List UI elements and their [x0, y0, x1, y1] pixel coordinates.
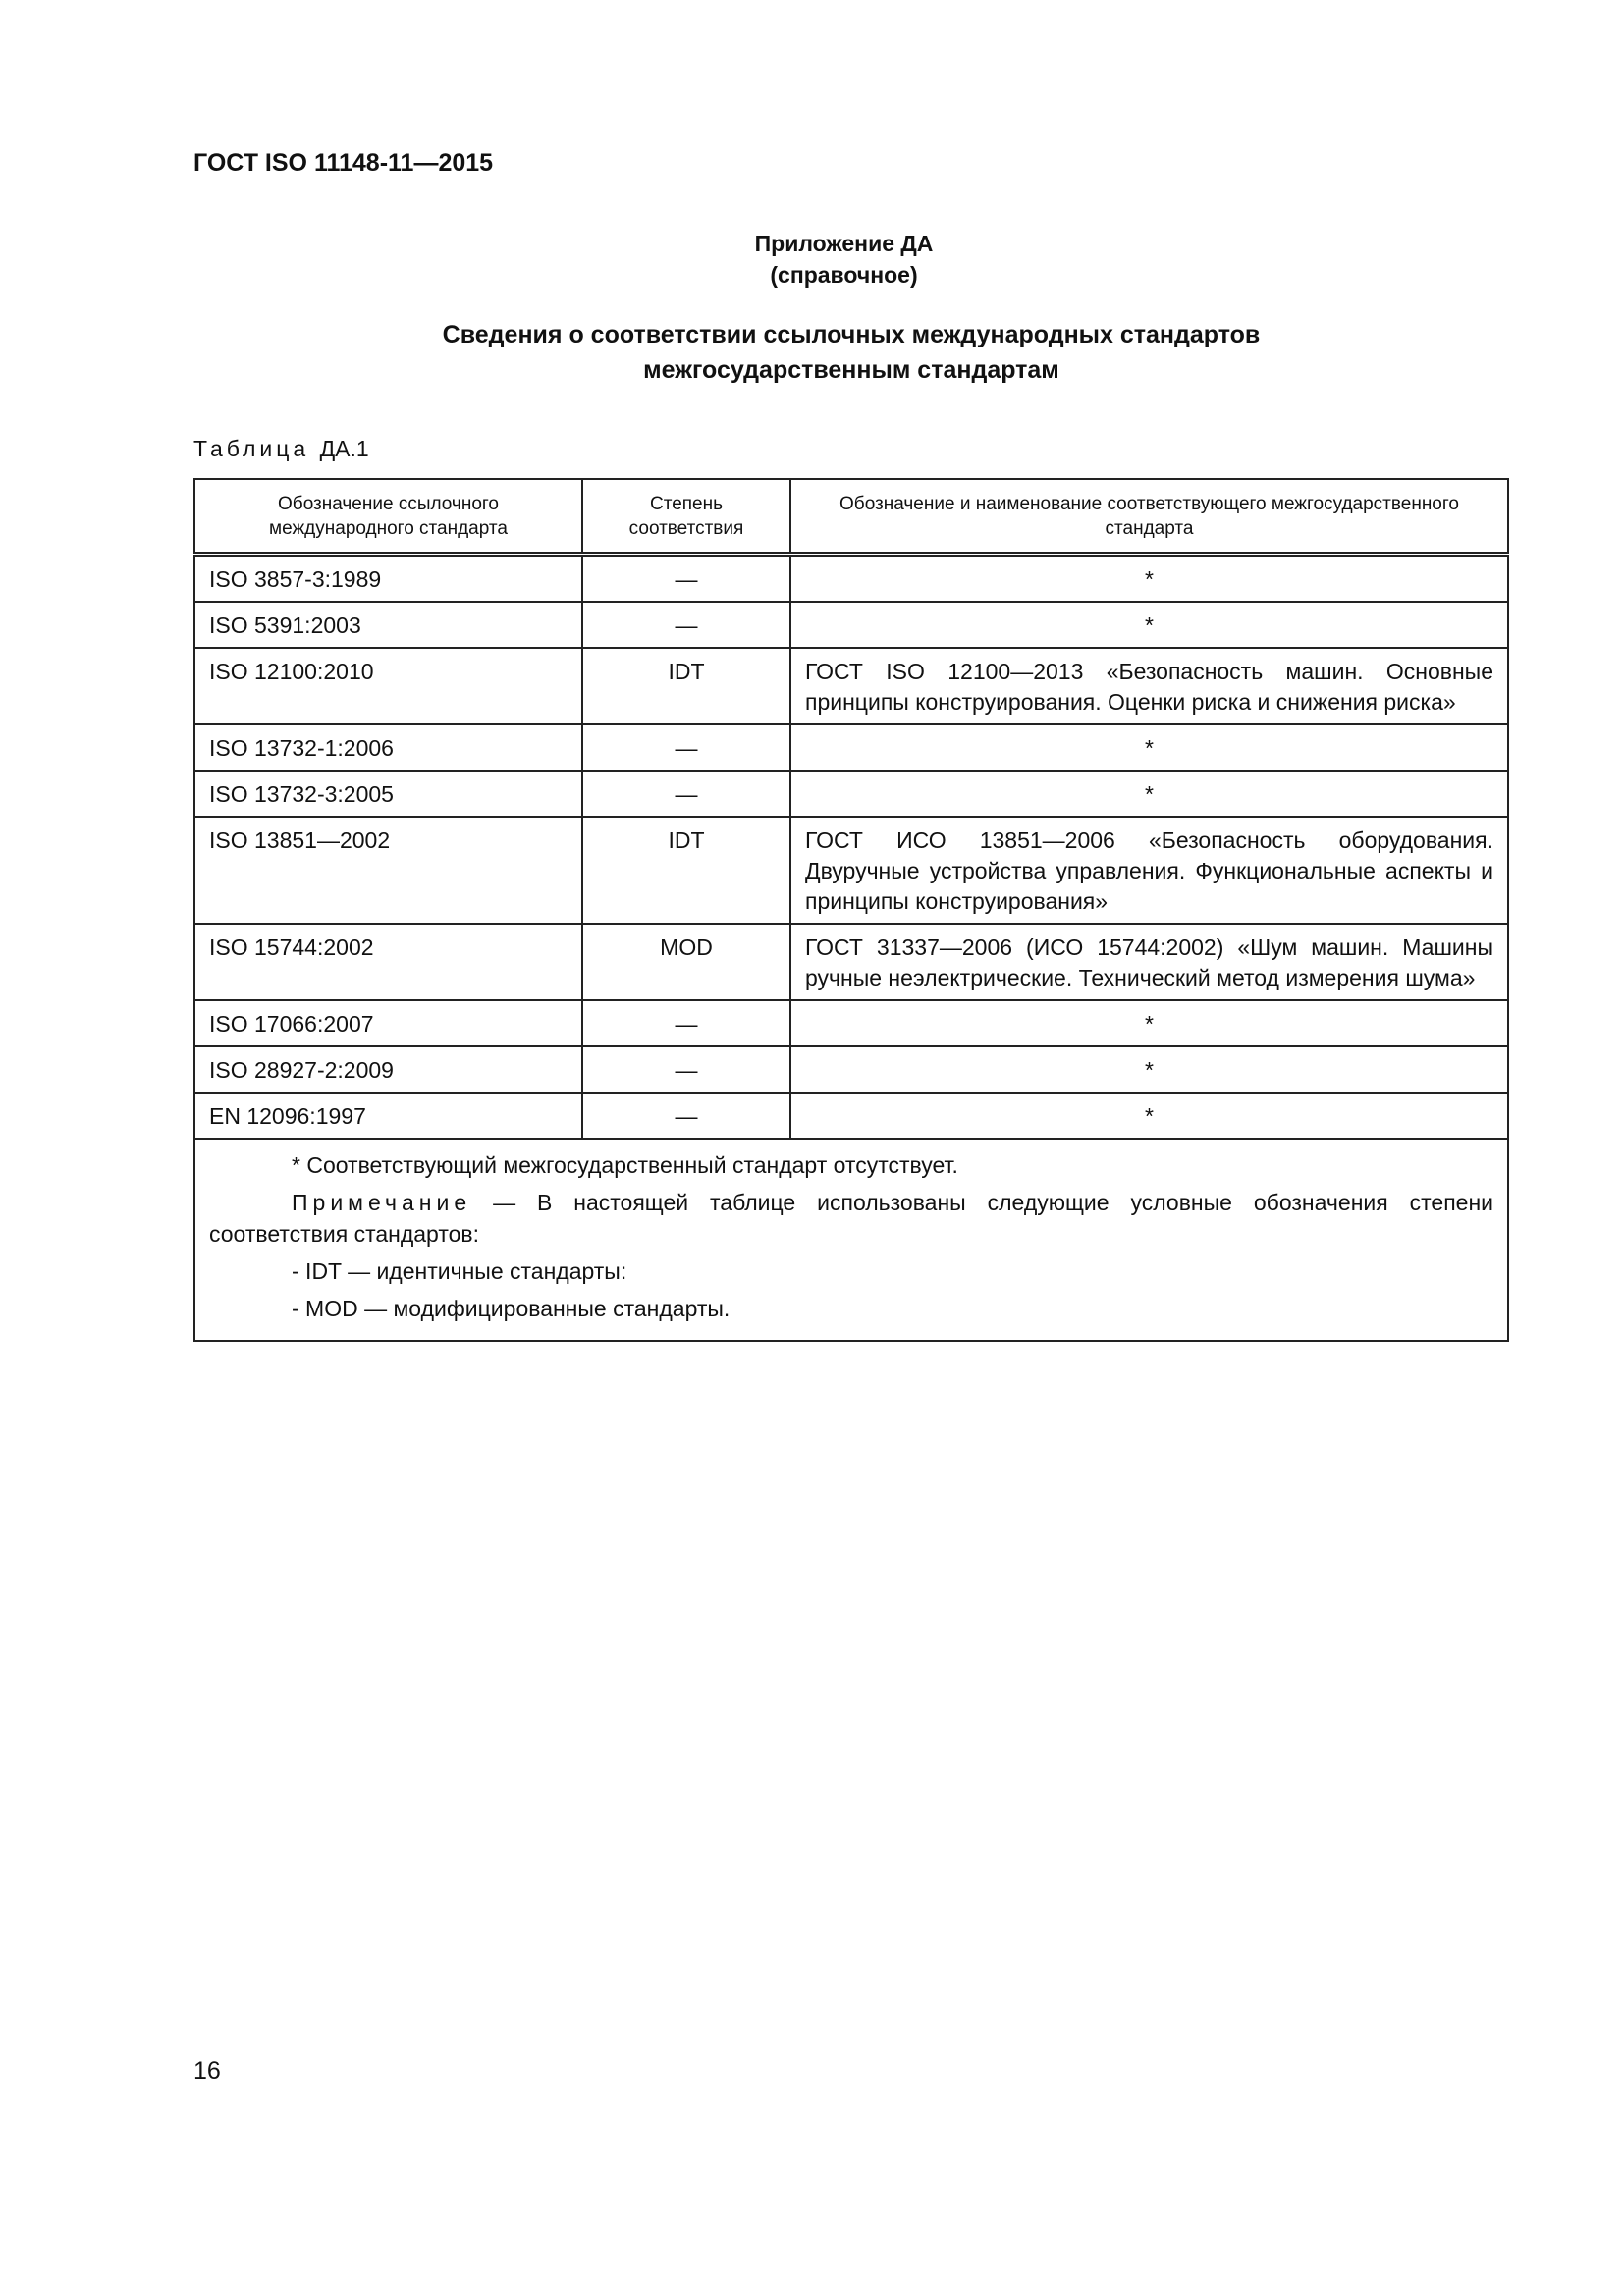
section-title	[193, 317, 1509, 388]
notes-cell	[194, 1139, 1508, 1341]
national-standard: *	[790, 602, 1508, 648]
section-title-line-2: межгосударственным стандартам	[643, 356, 1059, 384]
degree-of-correspondence: —	[582, 771, 790, 817]
table-row	[194, 555, 1508, 603]
table-row	[194, 771, 1508, 817]
note-label: Примечание	[292, 1190, 472, 1215]
national-standard: ГОСТ 31337—2006 (ИСО 15744:2002) «Шум машин. Машины ручные неэлектрические. Технический метод измерения шума»	[790, 924, 1508, 1000]
table-label-number: ДА.1	[319, 436, 369, 461]
section-title-line-1: Сведения о соответствии ссылочных международных стандартов	[442, 321, 1261, 348]
degree-of-correspondence: —	[582, 555, 790, 603]
national-standard: *	[790, 1046, 1508, 1093]
national-standard: ГОСТ ISO 12100—2013 «Безопасность машин. Основные принципы конструирования. Оценки риска и снижения риска»	[790, 648, 1508, 724]
appendix-title: Приложение ДА	[754, 231, 934, 256]
degree-of-correspondence: IDT	[582, 648, 790, 724]
national-standard: *	[790, 555, 1508, 603]
table-row	[194, 1093, 1508, 1139]
table-row	[194, 817, 1508, 924]
national-standard: ГОСТ ИСО 13851—2006 «Безопасность оборудования. Двуручные устройства управления. Функциональные аспекты и принципы конструирования»	[790, 817, 1508, 924]
degree-of-correspondence: —	[582, 1093, 790, 1139]
table-row	[194, 1000, 1508, 1046]
national-standard: *	[790, 724, 1508, 771]
reference-standard-code: EN 12096:1997	[194, 1093, 582, 1139]
table-label	[193, 436, 369, 462]
header-degree: Степень соответствия	[582, 479, 790, 555]
degree-of-correspondence: —	[582, 602, 790, 648]
table-row	[194, 602, 1508, 648]
document-code: ГОСТ ISO 11148-11—2015	[193, 149, 494, 177]
degree-of-correspondence: MOD	[582, 924, 790, 1000]
table-row	[194, 724, 1508, 771]
legend-idt: - IDT — идентичные стандарты:	[292, 1258, 627, 1284]
reference-standard-code: ISO 5391:2003	[194, 602, 582, 648]
degree-of-correspondence: —	[582, 1000, 790, 1046]
note	[209, 1187, 1493, 1250]
header-reference-standard: Обозначение ссылочного международного стандарта	[194, 479, 582, 555]
table-row	[194, 1046, 1508, 1093]
reference-standard-code: ISO 3857-3:1989	[194, 555, 582, 603]
correspondence-table	[193, 478, 1509, 1342]
table-row	[194, 924, 1508, 1000]
appendix-kind: (справочное)	[770, 262, 918, 288]
national-standard: *	[790, 771, 1508, 817]
appendix-heading	[0, 228, 1624, 291]
table-label-word: Таблица	[193, 436, 310, 461]
header-national-standard: Обозначение и наименование соответствующего межгосударственного стандарта	[790, 479, 1508, 555]
legend-mod: - MOD — модифицированные стандарты.	[292, 1296, 731, 1321]
degree-of-correspondence: IDT	[582, 817, 790, 924]
reference-standard-code: ISO 13732-1:2006	[194, 724, 582, 771]
table-row	[194, 648, 1508, 724]
degree-of-correspondence: —	[582, 1046, 790, 1093]
reference-standard-code: ISO 13732-3:2005	[194, 771, 582, 817]
reference-standard-code: ISO 12100:2010	[194, 648, 582, 724]
page-number: 16	[193, 2057, 221, 2085]
footnote: * Соответствующий межгосударственный стандарт отсутствует.	[292, 1152, 958, 1178]
national-standard: *	[790, 1093, 1508, 1139]
reference-standard-code: ISO 17066:2007	[194, 1000, 582, 1046]
reference-standard-code: ISO 13851—2002	[194, 817, 582, 924]
reference-standard-code: ISO 15744:2002	[194, 924, 582, 1000]
national-standard: *	[790, 1000, 1508, 1046]
note-text: — В настоящей таблице использованы следующие условные обозначения степени соответствия стандартов:	[209, 1190, 1493, 1247]
table-header-row	[194, 479, 1508, 555]
degree-of-correspondence: —	[582, 724, 790, 771]
reference-standard-code: ISO 28927-2:2009	[194, 1046, 582, 1093]
notes-row	[194, 1139, 1508, 1341]
